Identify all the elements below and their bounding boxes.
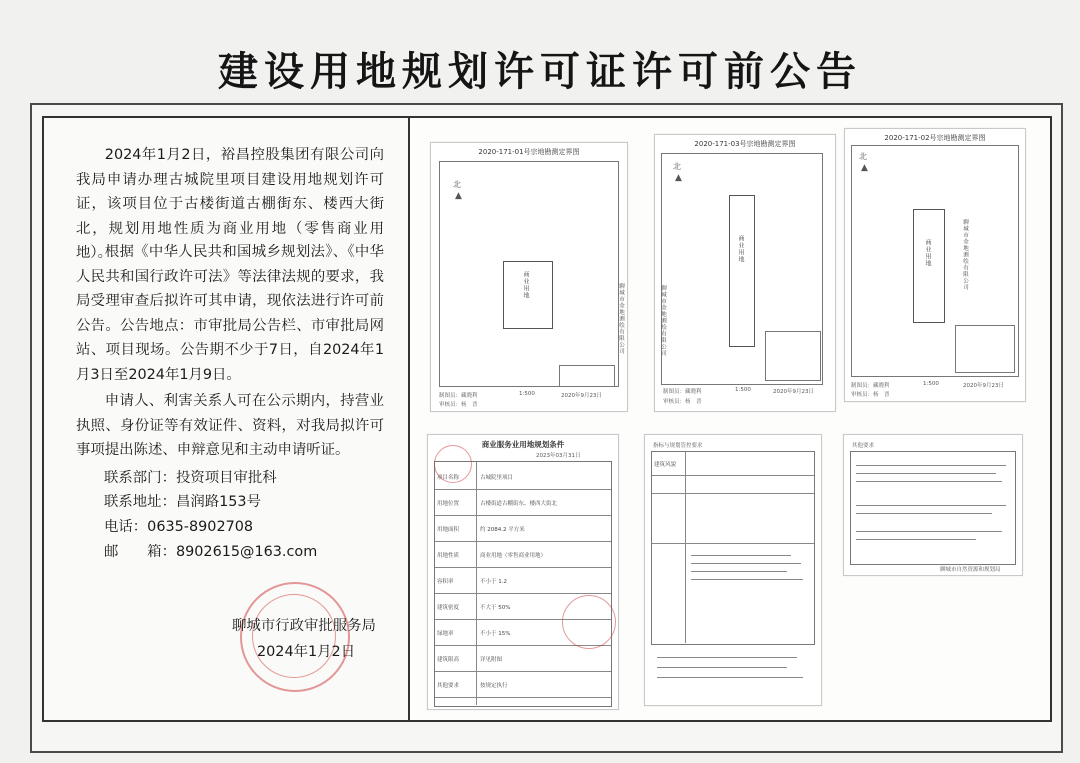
- sheet-2-text-line-5: [657, 657, 797, 658]
- sheet-3-heading: 其他要求: [852, 443, 875, 449]
- map-3-scale: 1:500: [923, 381, 939, 387]
- sheet-2-text-line-2: [691, 563, 801, 564]
- sheet-2-row-line-1: [652, 475, 814, 476]
- conditions-row-key: 其他要求: [437, 683, 460, 689]
- map-3-parcel-label: 商业用地: [924, 239, 931, 267]
- map-1-scale: 1:500: [519, 391, 535, 397]
- email-address[interactable]: 8902615@163.com: [175, 544, 318, 560]
- conditions-row-line: [435, 671, 611, 672]
- contact-address: 联系地址：昌润路153号: [104, 494, 261, 510]
- conditions-row-key: 绿地率: [437, 631, 454, 637]
- sheet-2-row-label: 建筑风貌: [654, 462, 677, 468]
- conditions-row-line: [435, 697, 611, 698]
- official-seal-inner-ring: [252, 594, 336, 678]
- paragraph-objection-rights: 申请人、利害关系人可在公示期内，持营业执照、身份证等有效证件、资料，对我局拟许可事项提出陈述、申辩意见和主动申请听证。: [76, 393, 384, 458]
- issuer-name: 聊城市行政审批服务局: [232, 618, 376, 634]
- conditions-row-value: 约 2084.2 平方米: [480, 527, 525, 533]
- planning-conditions-sheet-2: [644, 434, 822, 706]
- map-3-made-by: 制图员：藏晓利: [851, 383, 890, 389]
- sheet-2-text-line-4: [691, 579, 803, 580]
- planning-conditions-sheet-3: [843, 434, 1023, 576]
- map-1-coord-table: [559, 365, 615, 387]
- map-2-checked-by: 审核员：杨 晋: [663, 399, 702, 405]
- map-3-coord-table: [955, 325, 1015, 373]
- conditions-row-value: 古楼街道古棚街东、楼西大街北: [480, 501, 558, 507]
- map-1-date: 2020年9月23日: [561, 393, 602, 399]
- planning-conditions-sheet-1: [427, 434, 619, 710]
- conditions-row-key: 用地性质: [437, 553, 460, 559]
- map-1-title: 2020-171-01号宗地勘测定界图: [478, 148, 580, 156]
- conditions-row-line: [435, 541, 611, 542]
- map-1-made-by: 制图员：藏晓利: [439, 393, 478, 399]
- issue-date: 2024年1月2日: [257, 644, 356, 660]
- map-3-north-label: 北: [859, 152, 867, 161]
- conditions-row-value: 古城院里项目: [480, 475, 514, 481]
- map-3-date: 2020年9月23日: [963, 383, 1004, 389]
- map-3-title: 2020-171-02号宗地勘测定界图: [884, 134, 986, 142]
- contact-phone: 电话：0635-8902708: [104, 519, 254, 535]
- sheet-3-footer: 聊城市自然资源和规划局: [940, 567, 1001, 573]
- conditions-row-value: 不小于 1.2: [480, 579, 507, 585]
- page-title: 建设用地规划许可证许可前公告: [218, 48, 862, 95]
- conditions-row-value: 不小于 15%: [480, 631, 511, 637]
- contact-department: 联系部门：投资项目审批科: [104, 470, 277, 486]
- sheet-2-text-line-6: [657, 667, 787, 668]
- map-2-coord-table: [765, 331, 821, 381]
- map-1-north-label: 北: [453, 180, 461, 189]
- conditions-row-key: 建筑密度: [437, 605, 460, 611]
- conditions-row-value: 按规定执行: [480, 683, 508, 689]
- map-1-north-arrow-icon: ▲: [455, 191, 462, 201]
- sheet-2-column-divider: [685, 452, 686, 643]
- sheet-3-text-line-1: [856, 465, 1006, 466]
- survey-map-1: [430, 142, 628, 412]
- sheet-2-row-line-2: [652, 493, 814, 494]
- conditions-seal-2: [562, 595, 616, 649]
- sheet-3-text-line-4: [856, 505, 1006, 506]
- map-2-made-by: 制图员：藏晓利: [663, 389, 702, 395]
- sheet-2-heading: 指标与规划管控要求: [653, 443, 703, 449]
- paragraph-legal-basis: 根据《中华人民共和国城乡规划法》、《中华人民共和国行政许可法》等法律法规的要求，我局受理审查后拟许可其申请，现依法进行许可前公告。公告地点：市审批局公告栏、市审批局网站、项目现场。公告期不少于7日，自2024年1月3日至2024年1月9日。: [76, 244, 384, 383]
- sheet-2-table: [651, 451, 815, 645]
- map-1-unit: 聊城市金地测绘有限公司: [618, 283, 624, 355]
- conditions-row-key: 用地面积: [437, 527, 460, 533]
- map-1-checked-by: 审核员：杨 晋: [439, 402, 478, 408]
- conditions-row-value: 商业用地（零售商业用地）: [480, 553, 547, 559]
- conditions-row-line: [435, 515, 611, 516]
- sheet-2-row-line-3: [652, 543, 814, 544]
- conditions-date: 2023年03月31日: [536, 453, 581, 459]
- conditions-row-key: 项目名称: [437, 475, 460, 481]
- map-2-north-label: 北: [673, 162, 681, 171]
- map-2-scale: 1:500: [735, 387, 751, 393]
- map-2-date: 2020年9月23日: [773, 389, 814, 395]
- conditions-row-line: [435, 489, 611, 490]
- sheet-2-text-line-7: [657, 677, 803, 678]
- conditions-row-key: 容积率: [437, 579, 454, 585]
- survey-map-2: [654, 134, 836, 412]
- sheet-3-text-line-2: [856, 473, 996, 474]
- map-2-parcel-label: 商业用地: [737, 235, 744, 263]
- conditions-row-line: [435, 567, 611, 568]
- map-2-parcel: [729, 195, 755, 347]
- survey-map-3: [844, 128, 1026, 402]
- conditions-row-line: [435, 593, 611, 594]
- map-2-unit: 聊城市金地测绘有限公司: [660, 285, 666, 357]
- map-3-unit: 聊城市金地测绘有限公司: [962, 219, 968, 291]
- map-2-title: 2020-171-03号宗地勘测定界图: [694, 140, 796, 148]
- sheet-3-text-line-7: [856, 539, 976, 540]
- paragraph-application: 2024年1月2日，裕昌控股集团有限公司向我局申请办理古城院里项目建设用地规划许可证，该项目位于古楼街道古棚街东、楼西大街北，规划用地性质为商业用地（零售商业用地）。: [76, 147, 384, 261]
- map-3-checked-by: 审核员：杨 晋: [851, 392, 890, 398]
- map-3-north-arrow-icon: ▲: [861, 163, 868, 173]
- conditions-column-divider: [476, 462, 477, 705]
- sheet-3-text-line-3: [856, 481, 1002, 482]
- map-2-north-arrow-icon: ▲: [675, 173, 682, 183]
- conditions-row-key: 用地位置: [437, 501, 460, 507]
- conditions-row-value: 不大于 50%: [480, 605, 511, 611]
- sheet-3-text-line-6: [856, 531, 1002, 532]
- sheet-2-text-line-1: [691, 555, 791, 556]
- map-1-parcel-label: 商业用地: [522, 271, 529, 299]
- sheet-3-table: [850, 451, 1016, 565]
- conditions-title: 商业服务业用地规划条件: [481, 440, 565, 449]
- sheet-3-text-line-5: [856, 513, 992, 514]
- sheet-2-text-line-3: [691, 571, 787, 572]
- conditions-seal-1: [434, 445, 472, 483]
- conditions-row-key: 建筑限高: [437, 657, 460, 663]
- conditions-row-value: 详见附图: [480, 657, 503, 663]
- contact-email: [104, 540, 317, 561]
- email-label: 邮 箱：: [104, 544, 176, 560]
